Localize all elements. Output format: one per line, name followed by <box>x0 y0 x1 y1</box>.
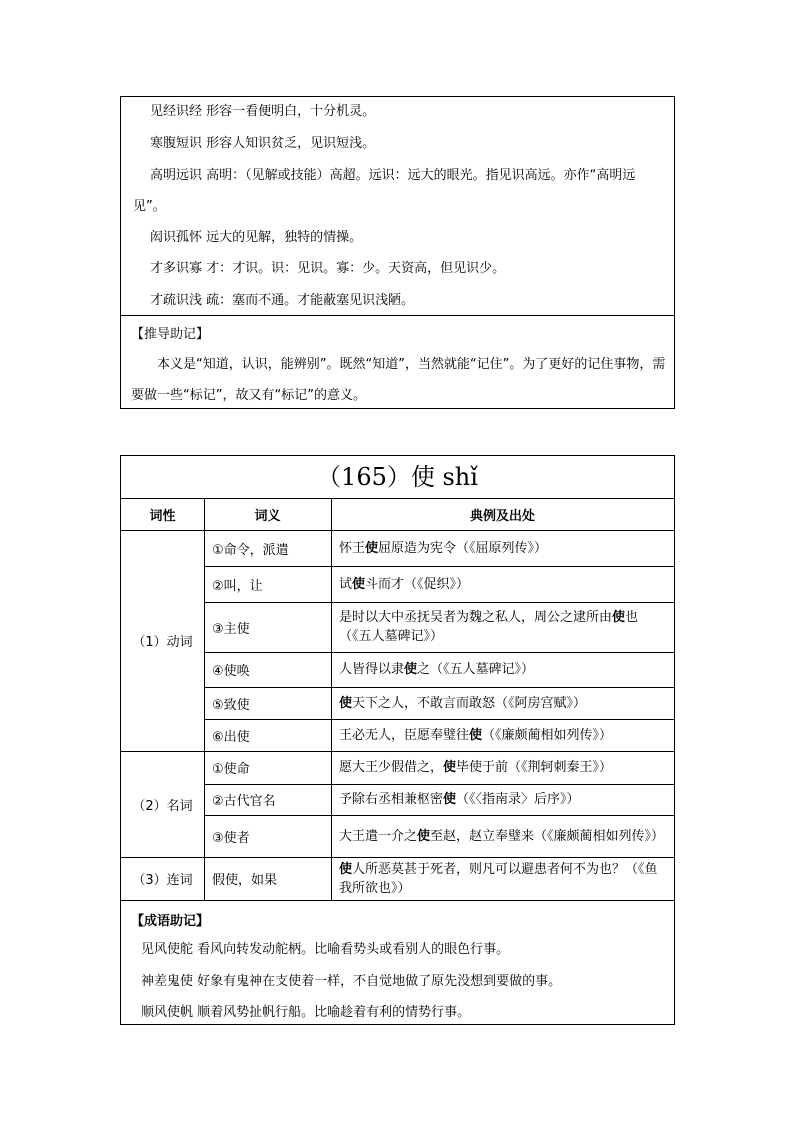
idiom-line: 寒腹短识 形容人知识贫乏，见识短浅。 <box>150 136 376 151</box>
entry-165-box <box>120 455 675 1025</box>
example-cell: 试使斗而才（《促织》） <box>339 576 470 592</box>
example-cell: 王必无人，臣愿奉璧往使（《廉颇蔺相如列传》） <box>339 727 613 743</box>
example-cell: 愿大王少假借之，使毕使于前（《荆轲刺秦王》） <box>339 760 613 775</box>
idiom-line: 才多识寡 才：才识。识：见识。寡：少。天资高，但见识少。 <box>150 261 506 276</box>
meaning-cell: ③主使 <box>212 621 250 637</box>
meaning-cell: ②古代官名 <box>212 794 276 809</box>
meaning-cell: ②叫，让 <box>212 578 263 594</box>
meaning-cell: ①命令，派遣 <box>212 542 289 558</box>
idiom-line: 神差鬼使 好象有鬼神在支使着一样，不自觉地做了原先没想到要做的事。 <box>141 974 562 989</box>
example-cell: 使人所恶莫甚于死者，则凡可以避患者何不为也？（《鱼我所欲也》） <box>339 861 658 896</box>
example-cell: 人皆得以隶使之（《五人墓碑记》） <box>339 662 535 677</box>
pos-noun: （2）名词 <box>132 798 193 814</box>
header-meaning: 词义 <box>254 508 281 524</box>
mnemonic-label: 【成语助记】 <box>131 914 210 929</box>
idiom-line: 见经识经 形容一看便明白，十分机灵。 <box>150 104 376 119</box>
entry-title: （165）使 shǐ <box>317 463 478 491</box>
divider <box>121 900 674 901</box>
meaning-cell: 假使，如果 <box>212 873 278 888</box>
meaning-cell: ①使命 <box>212 762 250 777</box>
idiom-line: 才疏识浅 疏：塞而不通。才能蔽塞见识浅陋。 <box>150 293 415 308</box>
prev-entry-box <box>120 96 675 409</box>
idiom-line: 闳识孤怀 远大的见解，独特的情操。 <box>150 230 363 245</box>
example-cell: 使天下之人，不敢言而敢怒（《阿房宫赋》） <box>339 695 587 711</box>
example-cell: 是时以大中丞抚吴者为魏之私人，周公之逮所由使也（《五人墓碑记》） <box>339 610 639 644</box>
header-pos: 词性 <box>149 508 176 524</box>
example-cell: 怀王使屈原造为宪令（《屈原列传》） <box>339 540 548 556</box>
meaning-cell: ④使唤 <box>212 664 250 679</box>
mnemonic-text: 本义是“知道，认识，能辨别”。既然“知道”，当然就能“记住”。为了更好的记住事物，需要做一些“标记”，故又有“标记”的意义。 <box>131 357 666 403</box>
pos-verb: （1）动词 <box>132 635 193 650</box>
idiom-line: 见风使舵 看风向转发动舵柄。比喻看势头或看别人的眼色行事。 <box>141 942 510 957</box>
example-cell: 予除右丞相兼枢密使（《〈指南录〉后序》） <box>339 792 580 807</box>
pos-conjunction: （3）连词 <box>132 873 193 888</box>
idiom-line: 顺风使帆 顺着风势扯帆行船。比喻趁着有利的情势行事。 <box>141 1005 471 1020</box>
divider <box>121 315 674 316</box>
idiom-line: 高明远识 高明：（见解或技能）高超。远识：远大的眼光。指见识高远。亦作“高明远见”。 <box>133 168 636 214</box>
meaning-cell: ⑥出使 <box>212 729 250 745</box>
meaning-cell: ③使者 <box>212 830 250 846</box>
example-cell: 大王遣一介之使至赵，赵立奉璧来（《廉颇蔺相如列传》） <box>339 828 665 844</box>
meaning-cell: ⑤致使 <box>212 697 250 713</box>
header-example: 典例及出处 <box>469 508 535 524</box>
mnemonic-label: 【推导助记】 <box>131 327 210 342</box>
